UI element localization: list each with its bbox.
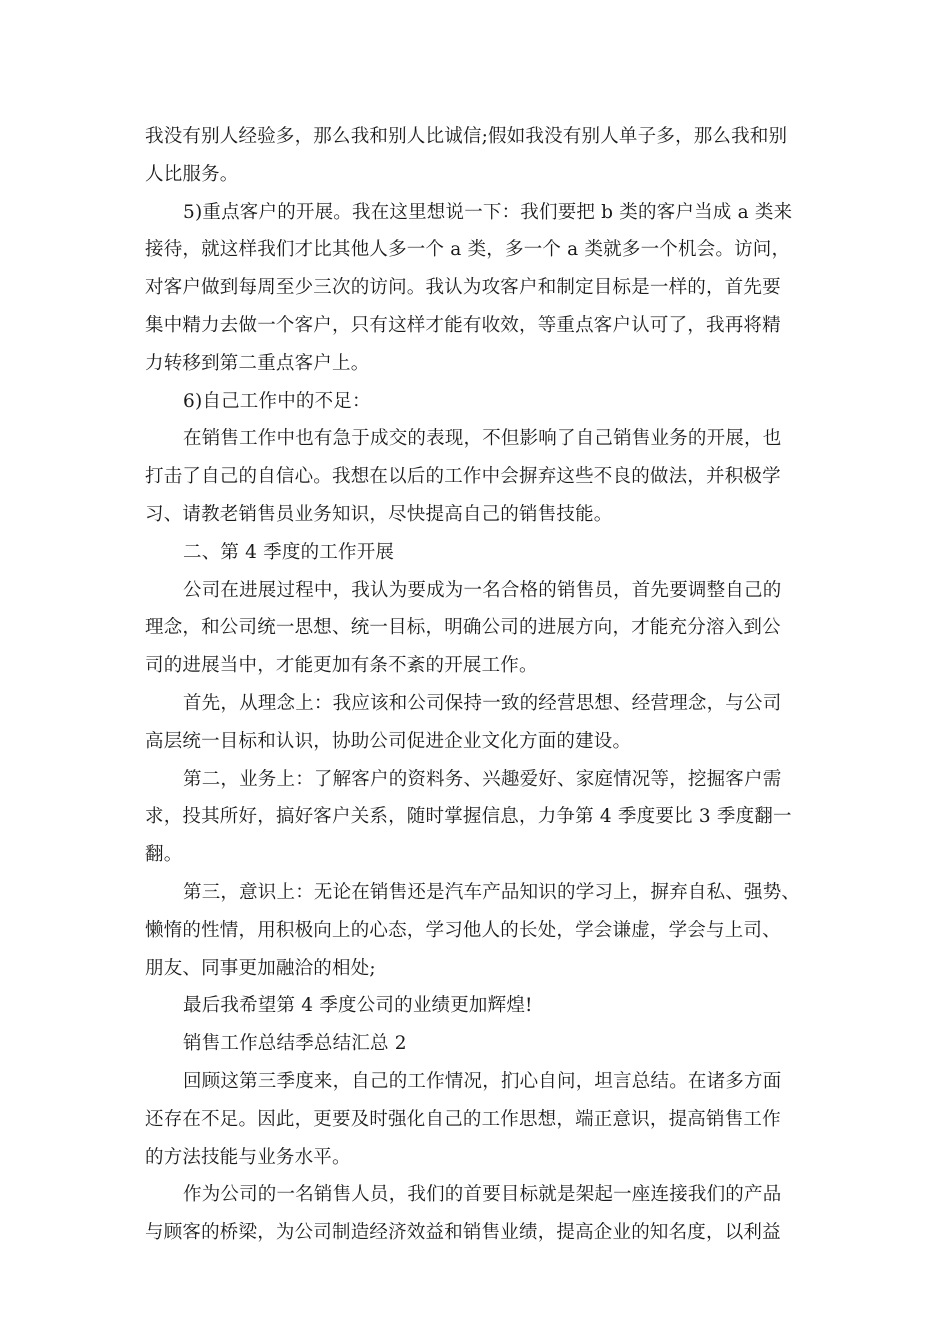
text-line: 集中精力去做一个客户，只有这样才能有收效，等重点客户认可了，我再将精	[145, 314, 781, 336]
text-line: 回顾这第三季度来，自己的工作情况，扪心自问，坦言总结。在诸多方面	[183, 1070, 782, 1092]
text-line: 二、第 4 季度的工作开展	[183, 541, 395, 563]
text-line: 在销售工作中也有急于成交的表现，不但影响了自己销售业务的开展，也	[183, 428, 782, 450]
text-line: 朋友、同事更加融洽的相处;	[145, 957, 376, 979]
text-line: 习、请教老销售员业务知识，尽快提高自己的销售技能。	[145, 503, 613, 525]
text-line: 的方法技能与业务水平。	[145, 1146, 351, 1168]
text-line: 首先，从理念上：我应该和公司保持一致的经营思想、经营理念，与公司	[183, 692, 782, 714]
text-line: 公司在进展过程中，我认为要成为一名合格的销售员，首先要调整自己的	[183, 579, 782, 601]
text-line: 销售工作总结季总结汇总 2	[183, 1033, 407, 1055]
text-line: 打击了自己的自信心。我想在以后的工作中会摒弃这些不良的做法，并积极学	[145, 466, 781, 488]
text-line: 与顾客的桥梁，为公司制造经济效益和销售业绩，提高企业的知名度，以利益	[145, 1222, 781, 1244]
text-line: 接待，就这样我们才比其他人多一个 a 类，多一个 a 类就多一个机会。访问，	[145, 239, 791, 261]
text-line: 第三，意识上：无论在销售还是汽车产品知识的学习上，摒弃自私、强势、	[183, 881, 801, 903]
text-line: 高层统一目标和认识，协助公司促进企业文化方面的建设。	[145, 730, 632, 752]
text-line: 力转移到第二重点客户上。	[145, 352, 370, 374]
text-line: 5)重点客户的开展。我在这里想说一下：我们要把 b 类的客户当成 a 类来	[183, 201, 793, 223]
text-line: 懒惰的性情，用积极向上的心态，学习他人的长处，学会谦虚，学会与上司、	[145, 919, 781, 941]
text-line: 还存在不足。因此，更要及时强化自己的工作思想，端正意识，提高销售工作	[145, 1108, 781, 1130]
text-line: 最后我希望第 4 季度公司的业绩更加辉煌!	[183, 995, 533, 1017]
text-line: 6)自己工作中的不足：	[183, 390, 371, 412]
text-line: 理念，和公司统一思想、统一目标，明确公司的进展方向，才能充分溶入到公	[145, 617, 781, 639]
text-line: 作为公司的一名销售人员，我们的首要目标就是架起一座连接我们的产品	[183, 1184, 782, 1206]
text-line: 第二，业务上：了解客户的资料务、兴趣爱好、家庭情况等，挖掘客户需	[183, 768, 782, 790]
text-line: 人比服务。	[145, 163, 239, 185]
text-line: 我没有别人经验多，那么我和别人比诚信;假如我没有别人单子多，那么我和别	[145, 126, 788, 147]
text-line: 对客户做到每周至少三次的访问。我认为攻客户和制定目标是一样的，首先要	[145, 277, 781, 299]
text-line: 司的进展当中，才能更加有条不紊的开展工作。	[145, 655, 538, 677]
text-line: 求，投其所好，搞好客户关系，随时掌握信息，力争第 4 季度要比 3 季度翻一	[145, 806, 792, 828]
text-line: 翻。	[145, 844, 183, 866]
